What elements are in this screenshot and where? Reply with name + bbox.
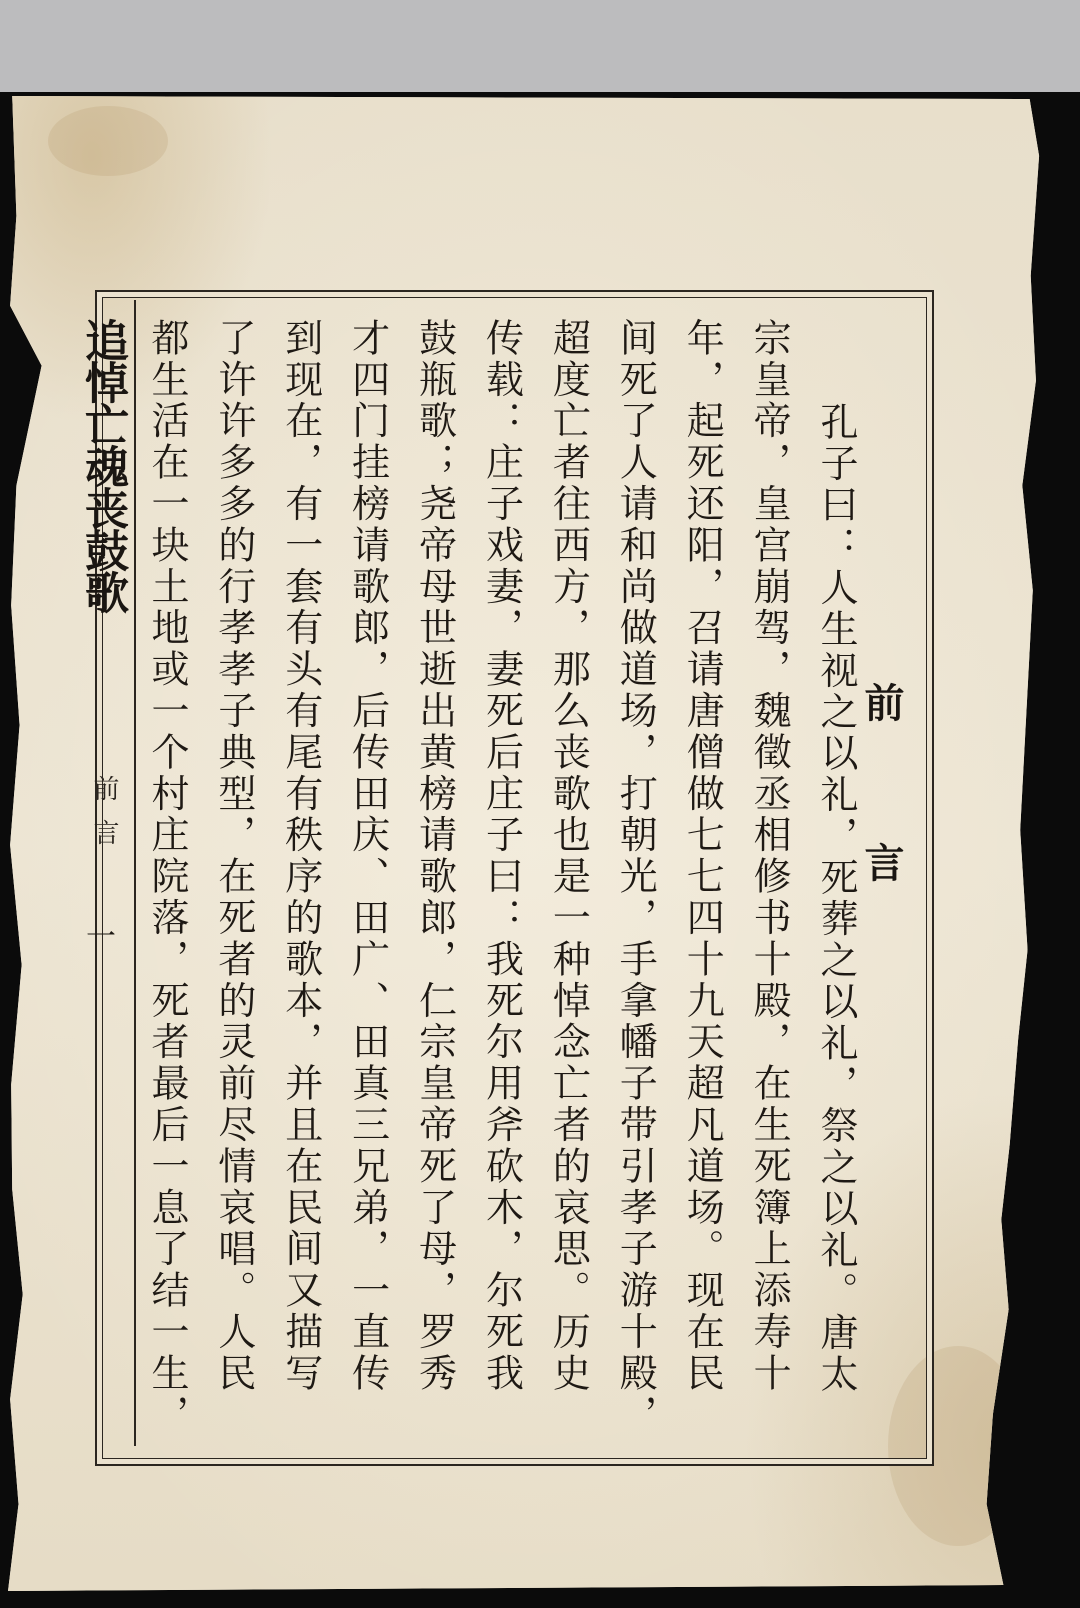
text-column: 宗皇帝，皇宫崩驾，魏徵丞相修书十殿，在生死簿上添寿十 [747,318,792,1395]
body-text [133,318,869,1438]
page-number: 一 [80,920,115,950]
text-column: 传载：庄子戏妻，妻死后庄子曰：我死尔用斧砍木，尔死我 [479,318,524,1395]
book-title: 追悼亡魂丧鼓歌 [77,318,128,612]
text-column: 了许许多多的行孝孝子典型，在死者的灵前尽情哀唱。人民 [211,318,256,1395]
text-column: 到现在，有一套有头有尾有秩序的歌本，并且在民间又描写 [278,318,323,1395]
text-column: 才四门挂榜请歌郎，后传田庆、田广、田真三兄弟，一直传 [345,318,390,1395]
viewer-top-band [0,0,1080,92]
running-section-label: 前言 [89,775,119,863]
paper-stain [48,106,168,176]
text-column: 年，起死还阳，召请唐僧做七七四十九天超凡道场。现在民 [680,318,725,1395]
chapter-heading: 前言 [858,682,905,1002]
text-column: 都生活在一块土地或一个村庄院落，死者最后一息了结一生， [144,318,189,1436]
text-column: 鼓瓶歌；尧帝母世逝出黄榜请歌郎，仁宗皇帝死了母，罗秀 [412,318,457,1395]
text-column: 超度亡者往西方，那么丧歌也是一种悼念亡者的哀思。历史 [546,318,591,1395]
text-column: 孔子曰：人生视之以礼，死葬之以礼，祭之以礼。唐太 [814,402,858,1396]
text-column: 间死了人请和尚做道场，打朝光，手拿幡子带引孝子游十殿， [613,318,658,1436]
